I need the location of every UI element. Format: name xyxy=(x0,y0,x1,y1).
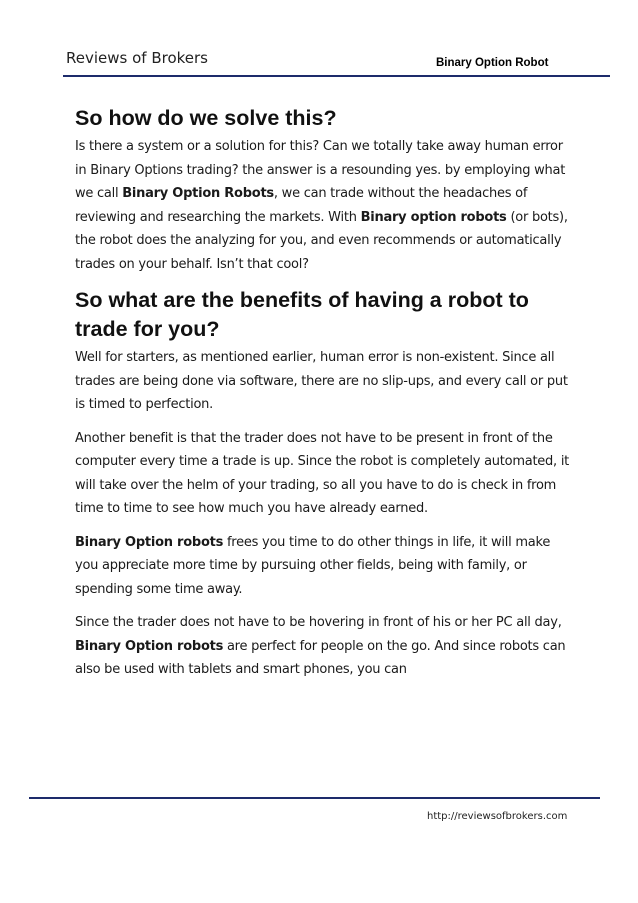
header-divider xyxy=(63,75,610,77)
bold-term: Binary option robots xyxy=(360,209,507,225)
header-site-title: Reviews of Brokers xyxy=(66,49,208,67)
paragraph-on-the-go xyxy=(75,611,575,682)
section-heading-solve: So how do we solve this? xyxy=(75,106,337,130)
paragraph-solution xyxy=(75,135,575,276)
paragraph-automation: Another benefit is that the trader does not have to be present in front of the computer every time a trade is up. Since the robot is completely automated, it will take over the helm of your trading, so all you have to do is check in from time to time to see how much you have already earned. xyxy=(75,430,570,516)
bold-term: Binary Option robots xyxy=(75,534,224,550)
bold-term: Binary Option robots xyxy=(75,638,224,654)
footer-divider xyxy=(29,797,600,799)
bold-term: Binary Option Robots xyxy=(122,186,274,201)
paragraph-human-error: Well for starters, as mentioned earlier, human error is non-existent. Since all trades are being done via software, there are no slip-ups, and every call or put is timed to perfection. xyxy=(75,350,568,412)
paragraph-text: Since the trader does not have to be hovering in front of his or her PC all day, xyxy=(75,615,562,630)
paragraph-text: , we can trade without the headaches of reviewing and researching the markets. With xyxy=(75,186,528,225)
paragraph-free-time xyxy=(75,531,575,602)
paragraph-text: are perfect for people on the go. And since robots can also be used with tablets and smart phones, you can xyxy=(75,638,566,677)
document-body xyxy=(75,104,575,682)
footer-url: http://reviewsofbrokers.com xyxy=(427,811,568,822)
paragraph-text: (or bots), the robot does the analyzing for you, and even recommends or automatically trades on your behalf. Isn’t that cool? xyxy=(75,209,568,272)
header-document-title: Binary Option Robot xyxy=(436,57,549,69)
paragraph-text: frees you time to do other things in life, it will make you appreciate more time by pursuing other fields, being with family, or spending some time away. xyxy=(75,534,551,597)
section-heading-benefits: So what are the benefits of having a robot to trade for you? xyxy=(75,288,529,341)
paragraph-text: Is there a system or a solution for this? Can we totally take away human error in Binary Options trading? the answer is a resounding yes. by employing what we call xyxy=(75,139,566,201)
